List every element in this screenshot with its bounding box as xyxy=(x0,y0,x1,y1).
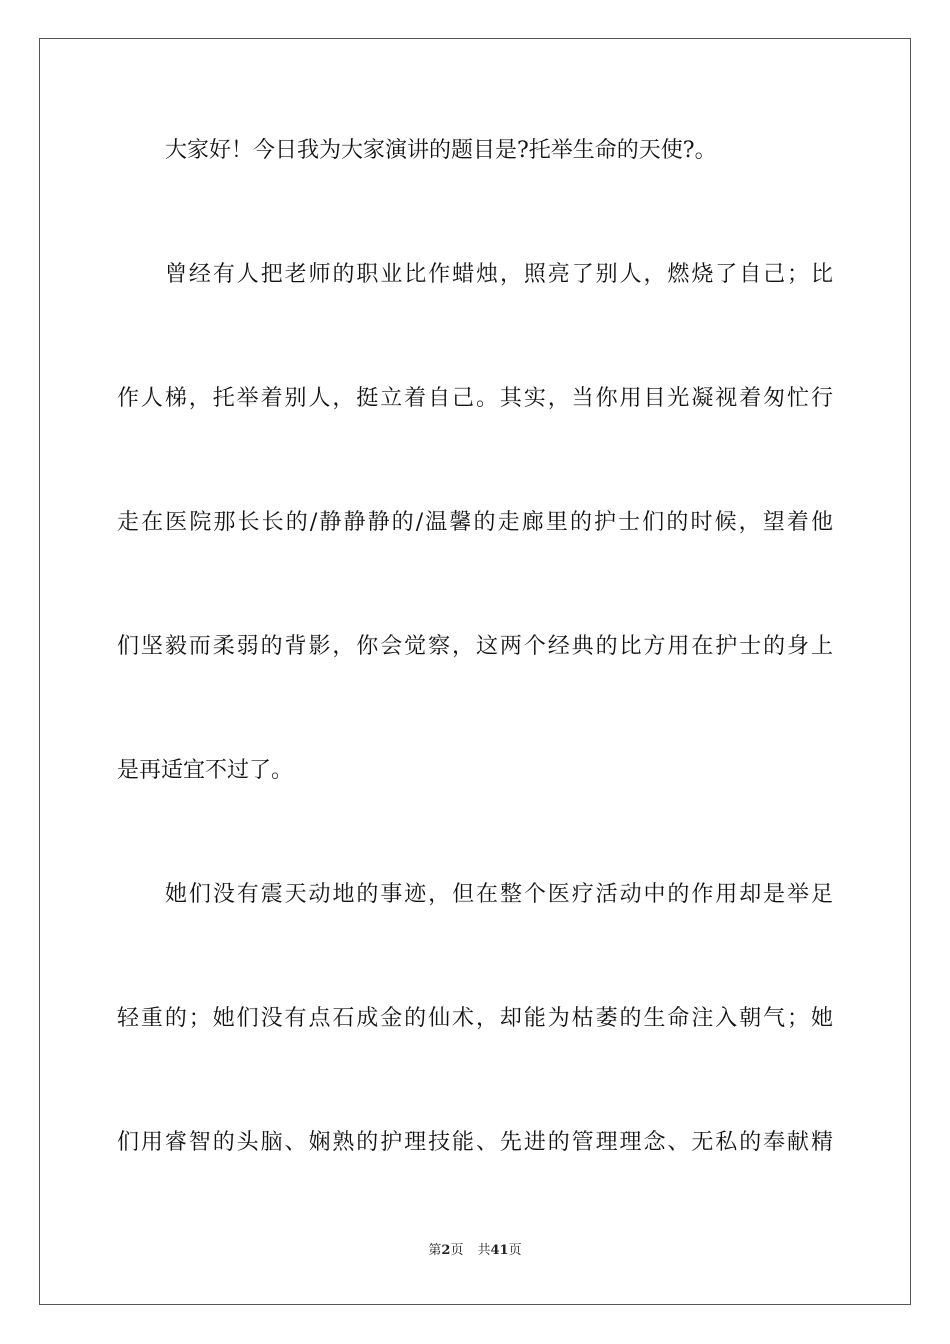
text-line: 走在医院那长长的/静静静的/温馨的走廊里的护士们的时候，望着他 xyxy=(117,510,833,535)
page-label-suffix: 页 xyxy=(450,1243,464,1258)
page-number: 2 xyxy=(441,1243,451,1258)
total-pages: 41 xyxy=(490,1243,509,1258)
page-frame xyxy=(39,38,911,1305)
text-line: 大家好！今日我为大家演讲的题目是?托举生命的天使?。 xyxy=(165,138,717,163)
text-line: 是再适宜不过了。 xyxy=(117,758,294,783)
page-footer xyxy=(0,1242,950,1260)
text-line: 们用睿智的头脑、娴熟的护理技能、先进的管理理念、无私的奉献精 xyxy=(117,1130,833,1155)
text-line: 她们没有震天动地的事迹，但在整个医疗活动中的作用却是举足 xyxy=(165,882,833,907)
text-line: 轻重的；她们没有点石成金的仙术，却能为枯萎的生命注入朝气；她 xyxy=(117,1006,833,1031)
text-line: 们坚毅而柔弱的背影，你会觉察，这两个经典的比方用在护士的身上 xyxy=(117,634,833,659)
page-label-prefix: 第 xyxy=(428,1243,442,1258)
total-label-prefix: 共 xyxy=(477,1243,491,1258)
text-line: 曾经有人把老师的职业比作蜡烛，照亮了别人，燃烧了自己；比 xyxy=(165,262,833,287)
text-line: 作人梯，托举着别人，挺立着自己。其实，当你用目光凝视着匆忙行 xyxy=(117,386,833,411)
total-label-suffix: 页 xyxy=(508,1243,522,1258)
